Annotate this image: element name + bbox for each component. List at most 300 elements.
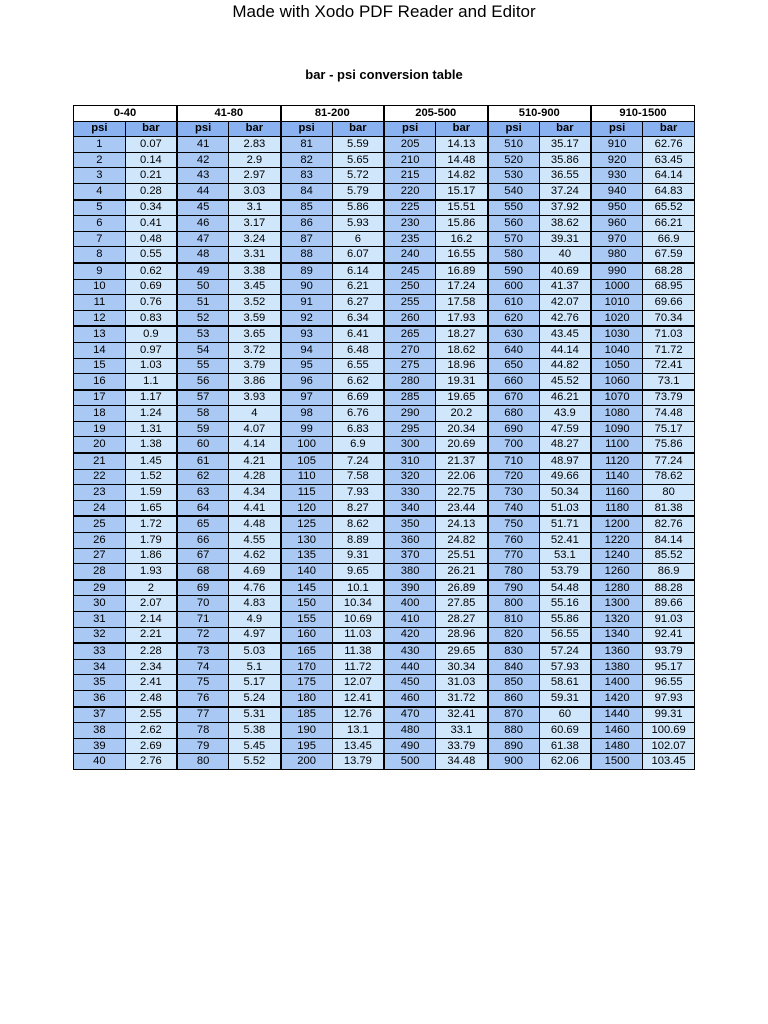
psi-cell: 94: [281, 342, 333, 358]
psi-cell: 37: [74, 707, 126, 723]
table-row: [74, 643, 695, 659]
psi-cell: 1240: [591, 548, 643, 564]
bar-cell: 69.66: [643, 295, 695, 311]
psi-cell: 1260: [591, 564, 643, 580]
bar-cell: 19.31: [436, 374, 488, 390]
psi-cell: 370: [384, 548, 436, 564]
psi-cell: 86: [281, 216, 333, 232]
bar-cell: 3.52: [229, 295, 281, 311]
psi-cell: 830: [488, 643, 540, 659]
bar-cell: 0.28: [125, 183, 177, 199]
bar-cell: 75.86: [643, 437, 695, 453]
psi-column-header: psi: [591, 121, 643, 137]
bar-cell: 3.17: [229, 216, 281, 232]
bar-cell: 93.79: [643, 643, 695, 659]
bar-cell: 5.17: [229, 675, 281, 691]
bar-cell: 24.13: [436, 516, 488, 532]
bar-cell: 5.1: [229, 659, 281, 675]
bar-cell: 2.41: [125, 675, 177, 691]
bar-column-header: bar: [229, 121, 281, 137]
psi-cell: 75: [177, 675, 229, 691]
bar-cell: 43.9: [539, 406, 591, 422]
bar-cell: 68.28: [643, 263, 695, 279]
psi-cell: 980: [591, 247, 643, 263]
psi-cell: 320: [384, 469, 436, 485]
table-row: [74, 580, 695, 596]
psi-cell: 285: [384, 390, 436, 406]
table-row: [74, 612, 695, 628]
bar-cell: 6.14: [332, 263, 384, 279]
psi-cell: 650: [488, 358, 540, 374]
psi-cell: 490: [384, 738, 436, 754]
bar-cell: 4.48: [229, 516, 281, 532]
psi-cell: 65: [177, 516, 229, 532]
psi-cell: 49: [177, 263, 229, 279]
psi-cell: 71: [177, 612, 229, 628]
psi-cell: 275: [384, 358, 436, 374]
psi-cell: 680: [488, 406, 540, 422]
bar-column-header: bar: [539, 121, 591, 137]
bar-cell: 53.1: [539, 548, 591, 564]
bar-cell: 6.69: [332, 390, 384, 406]
psi-cell: 61: [177, 453, 229, 469]
psi-cell: 410: [384, 612, 436, 628]
psi-cell: 510: [488, 137, 540, 153]
bar-cell: 0.07: [125, 137, 177, 153]
bar-cell: 0.34: [125, 200, 177, 216]
psi-cell: 160: [281, 627, 333, 643]
bar-cell: 4: [229, 406, 281, 422]
bar-cell: 78.62: [643, 469, 695, 485]
bar-cell: 92.41: [643, 627, 695, 643]
bar-cell: 5.59: [332, 137, 384, 153]
psi-cell: 540: [488, 183, 540, 199]
bar-cell: 5.86: [332, 200, 384, 216]
bar-cell: 36.55: [539, 168, 591, 184]
psi-cell: 31: [74, 612, 126, 628]
bar-cell: 43.45: [539, 326, 591, 342]
bar-cell: 6.76: [332, 406, 384, 422]
bar-cell: 7.24: [332, 453, 384, 469]
bar-cell: 0.76: [125, 295, 177, 311]
bar-cell: 2: [125, 580, 177, 596]
bar-cell: 9.65: [332, 564, 384, 580]
psi-cell: 22: [74, 469, 126, 485]
psi-cell: 1100: [591, 437, 643, 453]
bar-cell: 0.41: [125, 216, 177, 232]
bar-cell: 1.79: [125, 533, 177, 549]
bar-cell: 7.93: [332, 485, 384, 501]
bar-cell: 3.31: [229, 247, 281, 263]
psi-cell: 780: [488, 564, 540, 580]
psi-cell: 4: [74, 183, 126, 199]
psi-cell: 87: [281, 231, 333, 247]
psi-cell: 66: [177, 533, 229, 549]
psi-cell: 89: [281, 263, 333, 279]
psi-cell: 76: [177, 690, 229, 706]
table-row: [74, 738, 695, 754]
bar-cell: 51.03: [539, 500, 591, 516]
bar-cell: 1.24: [125, 406, 177, 422]
psi-cell: 20: [74, 437, 126, 453]
psi-cell: 310: [384, 453, 436, 469]
bar-cell: 73.1: [643, 374, 695, 390]
table-row: [74, 326, 695, 342]
psi-cell: 620: [488, 310, 540, 326]
bar-cell: 33.1: [436, 723, 488, 739]
psi-cell: 155: [281, 612, 333, 628]
bar-cell: 55.86: [539, 612, 591, 628]
bar-cell: 6.9: [332, 437, 384, 453]
psi-cell: 570: [488, 231, 540, 247]
psi-cell: 1300: [591, 596, 643, 612]
bar-cell: 3.93: [229, 390, 281, 406]
psi-cell: 140: [281, 564, 333, 580]
psi-cell: 730: [488, 485, 540, 501]
psi-cell: 1140: [591, 469, 643, 485]
bar-cell: 11.38: [332, 643, 384, 659]
psi-cell: 1380: [591, 659, 643, 675]
psi-cell: 190: [281, 723, 333, 739]
bar-cell: 18.27: [436, 326, 488, 342]
bar-cell: 10.34: [332, 596, 384, 612]
bar-cell: 1.86: [125, 548, 177, 564]
bar-cell: 5.31: [229, 707, 281, 723]
table-row: [74, 659, 695, 675]
bar-cell: 3.59: [229, 310, 281, 326]
psi-cell: 54: [177, 342, 229, 358]
psi-cell: 1340: [591, 627, 643, 643]
psi-cell: 85: [281, 200, 333, 216]
psi-cell: 47: [177, 231, 229, 247]
psi-cell: 360: [384, 533, 436, 549]
psi-cell: 97: [281, 390, 333, 406]
table-row: [74, 310, 695, 326]
bar-cell: 4.28: [229, 469, 281, 485]
psi-cell: 260: [384, 310, 436, 326]
psi-cell: 990: [591, 263, 643, 279]
bar-cell: 8.89: [332, 533, 384, 549]
bar-cell: 16.55: [436, 247, 488, 263]
psi-cell: 39: [74, 738, 126, 754]
psi-cell: 6: [74, 216, 126, 232]
bar-cell: 12.76: [332, 707, 384, 723]
bar-cell: 4.34: [229, 485, 281, 501]
psi-cell: 1070: [591, 390, 643, 406]
bar-cell: 89.66: [643, 596, 695, 612]
psi-cell: 10: [74, 279, 126, 295]
psi-cell: 590: [488, 263, 540, 279]
table-row: [74, 548, 695, 564]
bar-cell: 47.59: [539, 421, 591, 437]
table-row: [74, 295, 695, 311]
psi-cell: 205: [384, 137, 436, 153]
bar-cell: 2.55: [125, 707, 177, 723]
bar-cell: 102.07: [643, 738, 695, 754]
psi-column-header: psi: [488, 121, 540, 137]
psi-cell: 59: [177, 421, 229, 437]
table-row: [74, 247, 695, 263]
psi-column-header: psi: [177, 121, 229, 137]
bar-cell: 64.14: [643, 168, 695, 184]
bar-cell: 91.03: [643, 612, 695, 628]
bar-cell: 42.07: [539, 295, 591, 311]
psi-cell: 1000: [591, 279, 643, 295]
bar-cell: 84.14: [643, 533, 695, 549]
table-row: [74, 596, 695, 612]
bar-cell: 0.62: [125, 263, 177, 279]
bar-cell: 0.14: [125, 152, 177, 168]
psi-cell: 46: [177, 216, 229, 232]
psi-cell: 69: [177, 580, 229, 596]
bar-cell: 100.69: [643, 723, 695, 739]
bar-cell: 16.2: [436, 231, 488, 247]
psi-cell: 300: [384, 437, 436, 453]
bar-cell: 86.9: [643, 564, 695, 580]
table-row: [74, 231, 695, 247]
bar-cell: 22.75: [436, 485, 488, 501]
bar-cell: 82.76: [643, 516, 695, 532]
bar-cell: 57.24: [539, 643, 591, 659]
bar-cell: 50.34: [539, 485, 591, 501]
psi-cell: 82: [281, 152, 333, 168]
psi-cell: 720: [488, 469, 540, 485]
bar-cell: 15.86: [436, 216, 488, 232]
psi-cell: 1060: [591, 374, 643, 390]
psi-cell: 17: [74, 390, 126, 406]
psi-cell: 460: [384, 690, 436, 706]
bar-cell: 13.1: [332, 723, 384, 739]
bar-cell: 54.48: [539, 580, 591, 596]
bar-cell: 6.48: [332, 342, 384, 358]
psi-cell: 63: [177, 485, 229, 501]
psi-cell: 1420: [591, 690, 643, 706]
psi-cell: 1180: [591, 500, 643, 516]
table-row: [74, 627, 695, 643]
psi-cell: 270: [384, 342, 436, 358]
psi-cell: 245: [384, 263, 436, 279]
bar-cell: 66.21: [643, 216, 695, 232]
psi-cell: 660: [488, 374, 540, 390]
psi-cell: 93: [281, 326, 333, 342]
bar-cell: 0.83: [125, 310, 177, 326]
psi-cell: 870: [488, 707, 540, 723]
psi-cell: 170: [281, 659, 333, 675]
bar-cell: 7.58: [332, 469, 384, 485]
bar-cell: 1.38: [125, 437, 177, 453]
psi-cell: 73: [177, 643, 229, 659]
psi-cell: 230: [384, 216, 436, 232]
bar-cell: 14.48: [436, 152, 488, 168]
bar-cell: 37.24: [539, 183, 591, 199]
psi-cell: 34: [74, 659, 126, 675]
psi-cell: 890: [488, 738, 540, 754]
psi-cell: 380: [384, 564, 436, 580]
psi-cell: 52: [177, 310, 229, 326]
psi-cell: 110: [281, 469, 333, 485]
bar-cell: 71.03: [643, 326, 695, 342]
bar-cell: 41.37: [539, 279, 591, 295]
psi-cell: 74: [177, 659, 229, 675]
psi-cell: 36: [74, 690, 126, 706]
psi-cell: 215: [384, 168, 436, 184]
table-row: [74, 358, 695, 374]
bar-cell: 18.62: [436, 342, 488, 358]
psi-cell: 1080: [591, 406, 643, 422]
bar-cell: 19.65: [436, 390, 488, 406]
bar-cell: 72.41: [643, 358, 695, 374]
psi-cell: 80: [177, 754, 229, 770]
psi-cell: 560: [488, 216, 540, 232]
psi-cell: 840: [488, 659, 540, 675]
bar-cell: 30.34: [436, 659, 488, 675]
table-row: [74, 183, 695, 199]
bar-cell: 13.79: [332, 754, 384, 770]
bar-cell: 2.34: [125, 659, 177, 675]
psi-cell: 38: [74, 723, 126, 739]
bar-cell: 2.07: [125, 596, 177, 612]
bar-cell: 8.27: [332, 500, 384, 516]
psi-cell: 240: [384, 247, 436, 263]
table-row: [74, 342, 695, 358]
psi-cell: 970: [591, 231, 643, 247]
psi-cell: 1440: [591, 707, 643, 723]
bar-cell: 4.97: [229, 627, 281, 643]
bar-cell: 8.62: [332, 516, 384, 532]
psi-cell: 670: [488, 390, 540, 406]
bar-cell: 5.72: [332, 168, 384, 184]
bar-cell: 3.72: [229, 342, 281, 358]
psi-cell: 13: [74, 326, 126, 342]
table-row: [74, 690, 695, 706]
bar-cell: 25.51: [436, 548, 488, 564]
bar-cell: 45.52: [539, 374, 591, 390]
bar-cell: 2.76: [125, 754, 177, 770]
psi-cell: 45: [177, 200, 229, 216]
psi-cell: 24: [74, 500, 126, 516]
psi-cell: 14: [74, 342, 126, 358]
psi-cell: 1320: [591, 612, 643, 628]
psi-cell: 44: [177, 183, 229, 199]
bar-cell: 3.86: [229, 374, 281, 390]
psi-cell: 1280: [591, 580, 643, 596]
bar-cell: 0.48: [125, 231, 177, 247]
psi-cell: 1360: [591, 643, 643, 659]
bar-cell: 70.34: [643, 310, 695, 326]
bar-cell: 1.1: [125, 374, 177, 390]
bar-cell: 4.55: [229, 533, 281, 549]
psi-cell: 105: [281, 453, 333, 469]
bar-cell: 12.41: [332, 690, 384, 706]
psi-cell: 910: [591, 137, 643, 153]
bar-cell: 6.21: [332, 279, 384, 295]
bar-cell: 46.21: [539, 390, 591, 406]
bar-cell: 10.1: [332, 580, 384, 596]
range-header-row: [74, 106, 695, 122]
psi-cell: 30: [74, 596, 126, 612]
bar-cell: 61.38: [539, 738, 591, 754]
psi-cell: 750: [488, 516, 540, 532]
bar-cell: 23.44: [436, 500, 488, 516]
bar-cell: 67.59: [643, 247, 695, 263]
bar-cell: 5.45: [229, 738, 281, 754]
bar-cell: 20.69: [436, 437, 488, 453]
bar-cell: 12.07: [332, 675, 384, 691]
psi-cell: 62: [177, 469, 229, 485]
bar-cell: 71.72: [643, 342, 695, 358]
bar-cell: 42.76: [539, 310, 591, 326]
bar-cell: 0.97: [125, 342, 177, 358]
psi-cell: 580: [488, 247, 540, 263]
bar-cell: 48.27: [539, 437, 591, 453]
bar-cell: 31.03: [436, 675, 488, 691]
page-title: bar - psi conversion table: [305, 67, 463, 82]
bar-cell: 1.31: [125, 421, 177, 437]
psi-cell: 800: [488, 596, 540, 612]
psi-cell: 175: [281, 675, 333, 691]
bar-cell: 4.83: [229, 596, 281, 612]
bar-cell: 6.27: [332, 295, 384, 311]
psi-cell: 96: [281, 374, 333, 390]
bar-cell: 6.55: [332, 358, 384, 374]
bar-cell: 2.48: [125, 690, 177, 706]
bar-column-header: bar: [643, 121, 695, 137]
psi-cell: 53: [177, 326, 229, 342]
bar-cell: 32.41: [436, 707, 488, 723]
bar-cell: 6: [332, 231, 384, 247]
bar-cell: 20.34: [436, 421, 488, 437]
psi-cell: 55: [177, 358, 229, 374]
psi-cell: 2: [74, 152, 126, 168]
table-row: [74, 533, 695, 549]
bar-cell: 5.24: [229, 690, 281, 706]
psi-cell: 225: [384, 200, 436, 216]
table-row: [74, 200, 695, 216]
bar-cell: 5.03: [229, 643, 281, 659]
bar-cell: 3.38: [229, 263, 281, 279]
bar-cell: 60: [539, 707, 591, 723]
table-row: [74, 279, 695, 295]
psi-cell: 1040: [591, 342, 643, 358]
psi-cell: 950: [591, 200, 643, 216]
psi-column-header: psi: [74, 121, 126, 137]
bar-cell: 81.38: [643, 500, 695, 516]
bar-cell: 1.93: [125, 564, 177, 580]
bar-cell: 52.41: [539, 533, 591, 549]
bar-cell: 95.17: [643, 659, 695, 675]
psi-cell: 1160: [591, 485, 643, 501]
range-header: 910-1500: [591, 106, 695, 122]
bar-cell: 37.92: [539, 200, 591, 216]
psi-cell: 77: [177, 707, 229, 723]
bar-cell: 4.69: [229, 564, 281, 580]
table-row: [74, 437, 695, 453]
bar-cell: 15.51: [436, 200, 488, 216]
bar-cell: 10.69: [332, 612, 384, 628]
psi-cell: 83: [281, 168, 333, 184]
psi-cell: 28: [74, 564, 126, 580]
column-header-row: [74, 121, 695, 137]
psi-cell: 91: [281, 295, 333, 311]
psi-cell: 50: [177, 279, 229, 295]
bar-cell: 4.21: [229, 453, 281, 469]
bar-column-header: bar: [436, 121, 488, 137]
psi-cell: 1090: [591, 421, 643, 437]
psi-cell: 8: [74, 247, 126, 263]
table-row: [74, 216, 695, 232]
psi-cell: 16: [74, 374, 126, 390]
psi-cell: 130: [281, 533, 333, 549]
